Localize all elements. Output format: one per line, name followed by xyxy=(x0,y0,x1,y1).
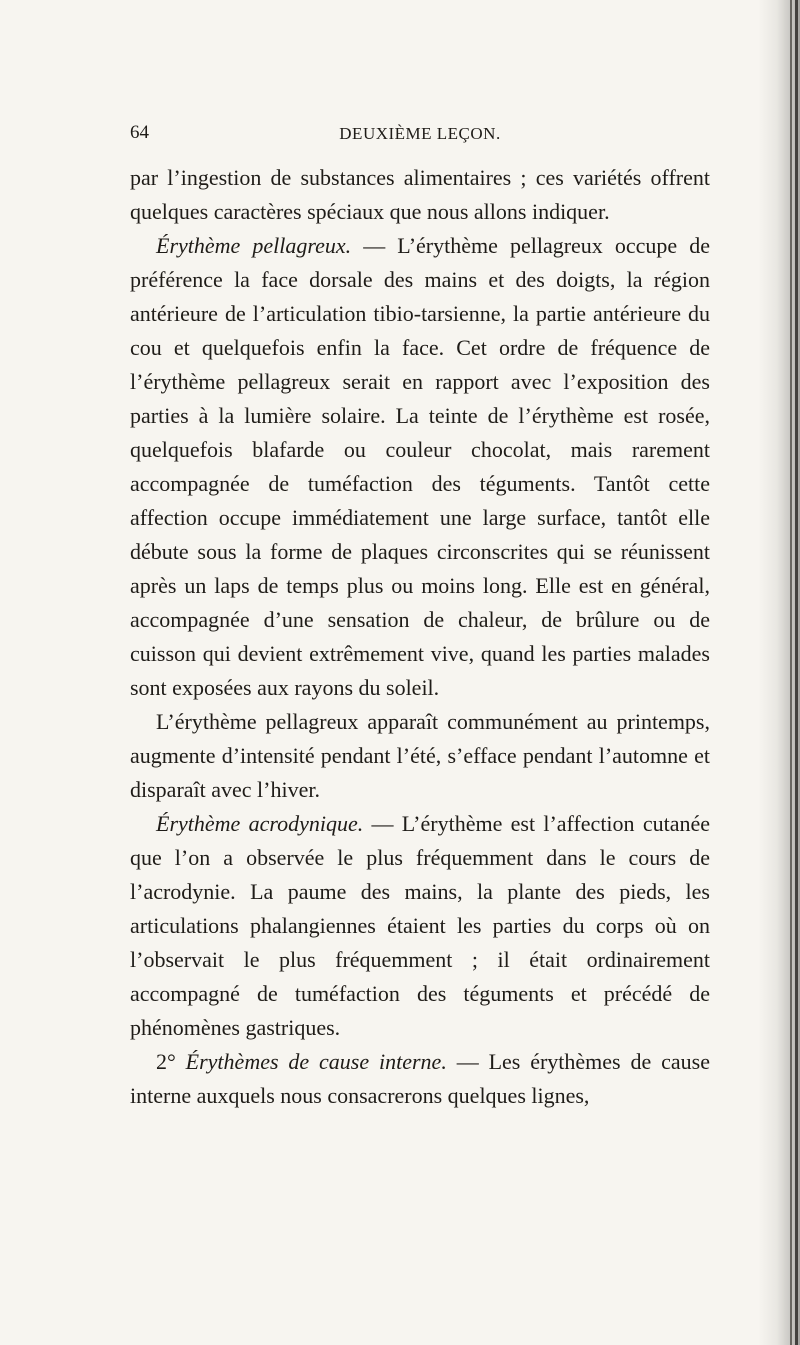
page-header xyxy=(130,122,710,146)
body-text xyxy=(130,161,710,1113)
section-number: 2° xyxy=(156,1049,186,1074)
paragraph-text: — L’érythème est l’affection cutanée que l’on a observée le plus fréquemment dans le cours de l’acrodynie. La paume des mains, la plante des pieds, les articulations phalangiennes étaient les parties du corps où on l’observait le plus fréquemment ; il était ordinairement accompagné de tuméfaction des téguments et précédé de phénomènes gastriques. xyxy=(130,811,710,1040)
paragraph-cause-interne xyxy=(130,1045,710,1113)
paragraph-text: — L’érythème pellagreux occupe de préférence la face dorsale des mains et des doigts, la région antérieure de l’articulation tibio-tarsienne, la partie antérieure du cou et quelquefois enfin la face. Cet ordre de fréquence de l’érythème pellagreux serait en rapport avec l’exposition des parties à la lumière solaire. La teinte de l’érythème est rosée, quelquefois blafarde ou couleur chocolat, mais rarement accompagnée de tuméfaction des téguments. Tantôt cette affection occupe immédiatement une large surface, tantôt elle débute sous la forme de plaques circonscrites qui se réunissent après un laps de temps plus ou moins long. Elle est en général, accompagnée d’une sensation de chaleur, de brûlure ou de cuisson qui devient extrêmement vive, quand les parties malades sont exposées aux rayons du soleil. xyxy=(130,233,710,700)
paragraph-text: — Les érythèmes de cause interne auxquels nous consacrerons quelques lignes, xyxy=(130,1049,710,1108)
paragraph-erytheme-acrodynique xyxy=(130,807,710,1045)
paragraph-seasonal xyxy=(130,705,710,807)
section-heading: Érythème pellagreux. xyxy=(156,233,352,258)
paragraph-text: par l’ingestion de substances alimentaires ; ces variétés offrent quelques caractères spéciaux que nous allons indiquer. xyxy=(130,165,710,224)
paragraph-erytheme-pellagreux xyxy=(130,229,710,705)
page-edge-line xyxy=(790,0,792,1345)
paragraph-text: L’érythème pellagreux apparaît communément au printemps, augmente d’intensité pendant l’été, s’efface pendant l’automne et disparaît avec l’hiver. xyxy=(130,709,710,802)
page-edge-binding xyxy=(795,0,798,1345)
paragraph-intro xyxy=(130,161,710,229)
running-title: DEUXIÈME LEÇON. xyxy=(339,124,501,143)
page-edge-shadow xyxy=(758,0,800,1345)
section-heading: Érythème acrodynique. xyxy=(156,811,364,836)
page-number: 64 xyxy=(130,122,149,143)
section-heading: Érythèmes de cause interne. xyxy=(185,1049,447,1074)
